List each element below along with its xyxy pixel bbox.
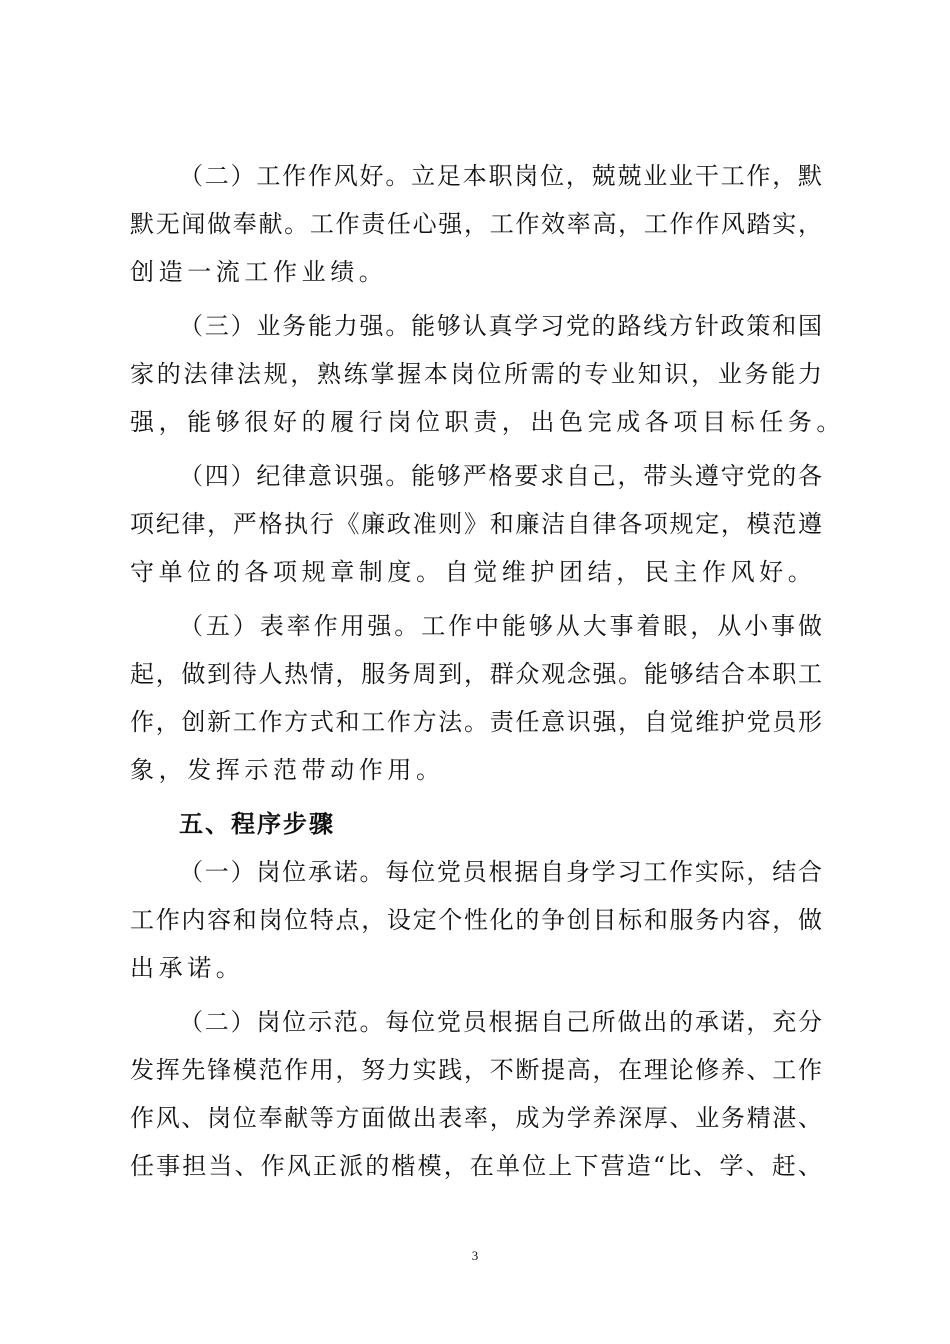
paragraph-line: 创造一流工作业绩。: [130, 258, 388, 286]
paragraph-line: 默无闻做奉献。工作责任心强，工作效率高，工作作风踏实，: [130, 210, 822, 238]
paragraph-line: （一）岗位承诺。每位党员根据自身学习工作实际，结合: [179, 858, 822, 886]
paragraph-line: 工作内容和岗位特点，设定个性化的争创目标和服务内容，做: [130, 906, 822, 934]
paragraph-line: （三）业务能力强。能够认真学习党的路线方针政策和国: [179, 312, 822, 340]
paragraph-line: （五）表率作用强。工作中能够从大事着眼，从小事做: [179, 612, 822, 640]
paragraph-line: 作，创新工作方式和工作方法。责任意识强，自觉维护党员形: [130, 708, 822, 736]
paragraph-line: 守单位的各项规章制度。自觉维护团结，民主作风好。: [130, 558, 817, 586]
paragraph-line: （四）纪律意识强。能够严格要求自己，带头遵守党的各: [179, 462, 822, 490]
section-heading: 五、程序步骤: [179, 810, 335, 838]
paragraph-line: 家的法律法规，熟练掌握本岗位所需的专业知识，业务能力: [130, 360, 822, 388]
paragraph-line: 强，能够很好的履行岗位职责，出色完成各项目标任务。: [130, 408, 845, 436]
paragraph-line: （二）岗位示范。每位党员根据自己所做出的承诺，充分: [179, 1008, 822, 1036]
paragraph-line: 任事担当、作风正派的楷模，在单位上下营造“比、学、赶、: [130, 1152, 822, 1180]
paragraph-line: （二）工作作风好。立足本职岗位，兢兢业业干工作，默: [179, 162, 822, 190]
page-number: 3: [471, 1248, 479, 1263]
paragraph-line: 起，做到待人热情，服务周到，群众观念强。能够结合本职工: [130, 660, 822, 688]
paragraph-line: 发挥先锋模范作用，努力实践，不断提高，在理论修养、工作: [130, 1056, 822, 1084]
paragraph-line: 象，发挥示范带动作用。: [130, 756, 445, 784]
paragraph-line: 出承诺。: [130, 954, 245, 982]
paragraph-line: 作风、岗位奉献等方面做出表率，成为学养深厚、业务精湛、: [130, 1104, 822, 1132]
paragraph-line: 项纪律，严格执行《廉政准则》和廉洁自律各项规定，模范遵: [130, 510, 822, 538]
